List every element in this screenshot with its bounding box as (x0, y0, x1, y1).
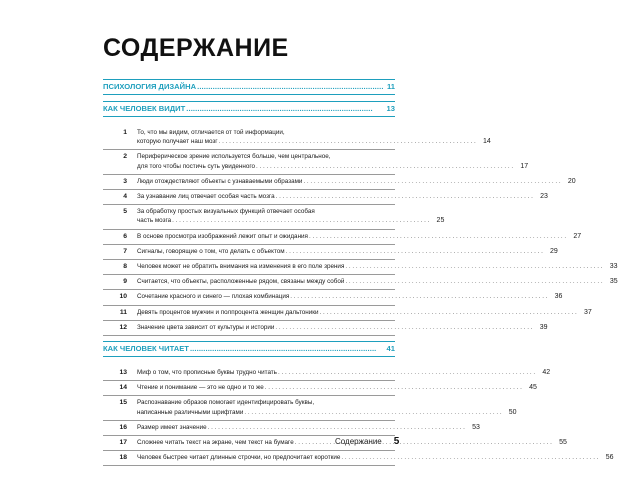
leader-dots (303, 177, 560, 186)
entry-page: 27 (573, 232, 582, 240)
leader-dots (309, 232, 566, 241)
entry-number: 5 (123, 208, 127, 216)
entry-line-text: Чтение и понимание — это не одно и то же (137, 384, 264, 392)
section-title: КАК ЧЕЛОВЕК ЧИТАЕТ (103, 344, 189, 354)
entry-page: 35 (609, 278, 618, 286)
entry-page: 29 (550, 247, 558, 255)
section-page: 41 (386, 344, 395, 354)
entry-page: 53 (472, 423, 480, 431)
entry-page: 36 (554, 293, 563, 301)
entry-line (137, 192, 548, 201)
entry-number: 11 (119, 308, 127, 316)
entry-page: 17 (520, 162, 529, 170)
entry-number: 10 (119, 293, 127, 301)
leader-dots (265, 383, 522, 392)
entry-line-text: Человек может не обратить внимания на изменения в его поле зрения (137, 263, 345, 271)
entry-text (137, 368, 550, 377)
entry-line (137, 423, 480, 432)
entry-line (137, 262, 618, 271)
toc-entry[interactable] (103, 306, 592, 321)
entry-number: 18 (119, 454, 127, 462)
leader-dots (295, 438, 552, 447)
entry-line-text: То, что мы видим, отличается от той информации, (137, 129, 285, 136)
entry-page: 50 (508, 408, 517, 416)
leader-dots (256, 162, 513, 171)
toc-entry[interactable] (103, 321, 548, 336)
entry-text (137, 423, 480, 432)
entry-text (137, 232, 581, 241)
toc-entry[interactable] (103, 260, 618, 275)
entry-line-text: Размер имеет значение (137, 423, 207, 431)
entry-number: 7 (123, 247, 127, 255)
section-page: 13 (386, 104, 395, 113)
entry-number: 4 (123, 193, 127, 201)
entry-text (137, 453, 614, 462)
entry-page: 20 (567, 177, 576, 185)
page-title: СОДЕРЖАНИЕ (103, 34, 289, 62)
entry-text (137, 323, 548, 332)
entry-page: 25 (436, 217, 445, 225)
toc-entry[interactable] (103, 421, 480, 436)
entry-line-text: Миф о том, что прописные буквы трудно читать (137, 369, 277, 377)
section-rule-bottom (103, 356, 395, 357)
toc-entry[interactable] (103, 126, 491, 150)
toc-entry[interactable] (103, 290, 563, 305)
entry-number: 15 (119, 399, 127, 407)
entry-line-text: часть мозга (137, 217, 172, 225)
leader-dots (345, 262, 602, 271)
leader-dots (278, 368, 535, 377)
entry-line-text: Люди отождествляют объекты с узнаваемыми образами (137, 177, 303, 185)
leader-dots (190, 344, 386, 353)
toc-section-heading[interactable] (103, 344, 395, 356)
leader-dots (275, 323, 532, 332)
section-rule-top (103, 101, 395, 102)
entry-text (137, 192, 548, 201)
entry-page: 45 (529, 384, 537, 392)
leader-dots (186, 104, 385, 113)
entry-text (137, 292, 562, 301)
entry-line-text: В основе просмотра изображений лежит опыт и ожидания (137, 232, 308, 240)
leader-dots (208, 423, 465, 432)
entry-number: 3 (123, 177, 127, 185)
table-of-contents (103, 82, 618, 466)
toc-entry[interactable] (103, 381, 537, 396)
entry-line (137, 216, 444, 225)
page-footer (335, 436, 399, 447)
entry-line-text: для того чтобы постичь суть увиденного (137, 162, 255, 170)
entry-line (137, 323, 548, 332)
entry-line (137, 383, 537, 392)
entry-text (137, 308, 592, 317)
entry-line (137, 177, 576, 186)
entry-text (137, 383, 537, 392)
entry-line (137, 207, 444, 216)
section-rule-top (103, 341, 395, 342)
entry-line (137, 128, 491, 137)
entry-text (137, 247, 558, 256)
entry-line-text: Сочетание красного и синего — плохая комбинация (137, 293, 290, 301)
entry-line (137, 453, 614, 462)
toc-entry[interactable] (103, 275, 618, 290)
section-rule-bottom (103, 116, 395, 117)
entry-text (137, 128, 491, 146)
toc-entry[interactable] (103, 396, 517, 420)
toc-entry[interactable] (103, 190, 548, 205)
entry-page: 33 (609, 263, 618, 271)
leader-dots (172, 216, 429, 225)
entry-line-text: За узнавание лиц отвечает особая часть мозга (137, 193, 275, 201)
toc-section-heading[interactable] (103, 82, 395, 94)
leader-dots (345, 277, 602, 286)
entry-number: 2 (123, 153, 127, 161)
entry-page: 56 (605, 454, 614, 462)
entry-line-text: Человек быстрее читает длинные строчки, но предпочитает короткие (137, 454, 341, 462)
toc-entry[interactable] (103, 175, 576, 190)
toc-entry[interactable] (103, 150, 529, 174)
section-rule-bottom (103, 94, 395, 95)
entry-page: 23 (540, 193, 548, 201)
entry-number: 13 (119, 369, 127, 377)
entry-line (137, 408, 517, 417)
entry-number: 9 (123, 278, 127, 286)
entry-page: 55 (559, 439, 567, 447)
entry-number: 6 (123, 232, 127, 240)
entry-number: 12 (119, 323, 127, 331)
entry-line-text: Сигналы, говорящие о том, что делать с объектом (137, 247, 285, 255)
entry-line (137, 398, 517, 407)
entry-line-text: За обработку простых визуальных функций отвечает особая (137, 208, 315, 216)
entry-text (137, 207, 444, 225)
entry-line-text: которую получает наш мозг (137, 138, 218, 146)
leader-dots (320, 308, 577, 317)
entry-number: 17 (119, 439, 127, 447)
entry-line-text: Периферическое зрение используется больше, чем центральное, (137, 153, 331, 161)
entry-text (137, 398, 517, 416)
entry-page: 39 (539, 323, 548, 331)
entry-page: 14 (482, 138, 491, 146)
toc-section-heading[interactable] (103, 104, 395, 116)
section-rule-top (103, 79, 395, 80)
footer-label: Содержание (335, 437, 382, 446)
leader-dots (286, 247, 543, 256)
entry-number: 14 (119, 384, 127, 392)
section-title: КАК ЧЕЛОВЕК ВИДИТ (103, 104, 186, 113)
entry-text (137, 152, 528, 170)
entry-number: 16 (119, 423, 127, 431)
entry-line (137, 277, 618, 286)
leader-dots (197, 82, 386, 91)
section-gap (103, 336, 395, 344)
entry-line-text: Распознавание образов помогает идентифицировать буквы, (137, 399, 315, 407)
entry-line (137, 162, 528, 171)
section-page: 11 (386, 82, 395, 91)
entry-line-text: Считается, что объекты, расположенные рядом, связаны между собой (137, 278, 345, 286)
toc-entry[interactable] (103, 245, 558, 260)
entry-line (137, 308, 592, 317)
entry-line (137, 152, 528, 161)
leader-dots (219, 137, 476, 146)
toc-entry[interactable] (103, 205, 445, 229)
leader-dots (244, 408, 501, 417)
entry-number: 8 (123, 263, 127, 271)
toc-entry[interactable] (103, 230, 582, 245)
entry-line-text: написанные различными шрифтами (137, 408, 244, 416)
leader-dots (341, 453, 598, 462)
entry-line (137, 232, 581, 241)
entry-number: 1 (123, 129, 127, 136)
entry-line-text: Девять процентов мужчин и полпроцента женщин дальтоники (137, 308, 319, 316)
entry-text (137, 277, 618, 286)
entry-line-text: Значение цвета зависит от культуры и истории (137, 323, 275, 331)
leader-dots (276, 192, 533, 201)
entry-page: 37 (583, 308, 592, 316)
entry-line (137, 368, 550, 377)
toc-entry[interactable] (103, 366, 551, 381)
entry-text (137, 177, 576, 186)
entry-page: 42 (542, 369, 551, 377)
entry-line (137, 292, 562, 301)
entry-line (137, 247, 558, 256)
entry-line (137, 137, 491, 146)
entry-text (137, 262, 618, 271)
page-number: 5 (393, 436, 400, 447)
section-title: ПСИХОЛОГИЯ ДИЗАЙНА (103, 82, 197, 91)
entry-line-text: Сложнее читать текст на экране, чем текст на бумаге (137, 439, 294, 447)
toc-entry[interactable] (103, 451, 614, 466)
leader-dots (290, 292, 547, 301)
